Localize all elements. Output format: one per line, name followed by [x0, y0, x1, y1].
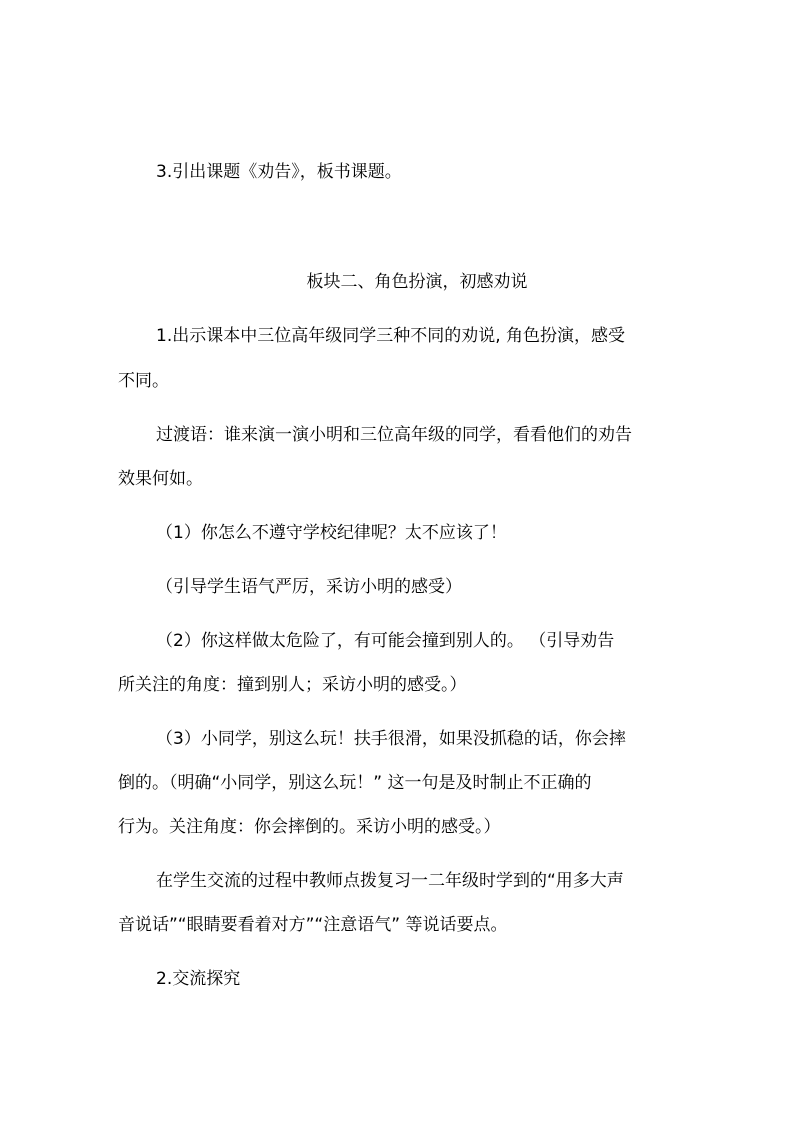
section-heading: 板块二、角色扮演，初感劝说: [306, 272, 528, 292]
transition-line2: 效果何如。: [118, 469, 203, 489]
quote2-line1: （2）你这样做太危险了，有可能会撞到别人的。 （引导劝告: [156, 631, 615, 651]
quote1: （1）你怎么不遵守学校纪律呢？太不应该了！: [156, 523, 507, 543]
quote2-line2: 所关注的角度：撞到别人；采访小明的感受。）: [118, 675, 467, 695]
transition-line1: 过渡语：谁来演一演小明和三位高年级的同学，看看他们的劝告: [156, 425, 632, 445]
teacher-note-line2: 音说话”“眼睛要看着对方”“注意语气” 等说话要点。: [118, 915, 508, 935]
item2: 2.交流探究: [156, 969, 241, 989]
teacher-note-line1: 在学生交流的过程中教师点拨复习一二年级时学到的“用多大声: [156, 871, 624, 891]
intro-item: 3.引出课题《劝告》，板书课题。: [156, 162, 402, 182]
quote3-line3: 行为。关注角度：你会摔倒的。采访小明的感受。）: [118, 817, 501, 837]
quote1-note: （引导学生语气严厉，采访小明的感受）: [156, 577, 462, 597]
item1-line1: 1.出示课本中三位高年级同学三种不同的劝说, 角色扮演，感受: [156, 326, 626, 346]
quote3-line2: 倒的。（明确“小同学，别这么玩！” 这一句是及时制止不正确的: [118, 773, 592, 793]
quote3-line1: （3）小同学，别这么玩！扶手很滑，如果没抓稳的话，你会摔: [156, 729, 626, 749]
item1-line2: 不同。: [118, 371, 169, 391]
